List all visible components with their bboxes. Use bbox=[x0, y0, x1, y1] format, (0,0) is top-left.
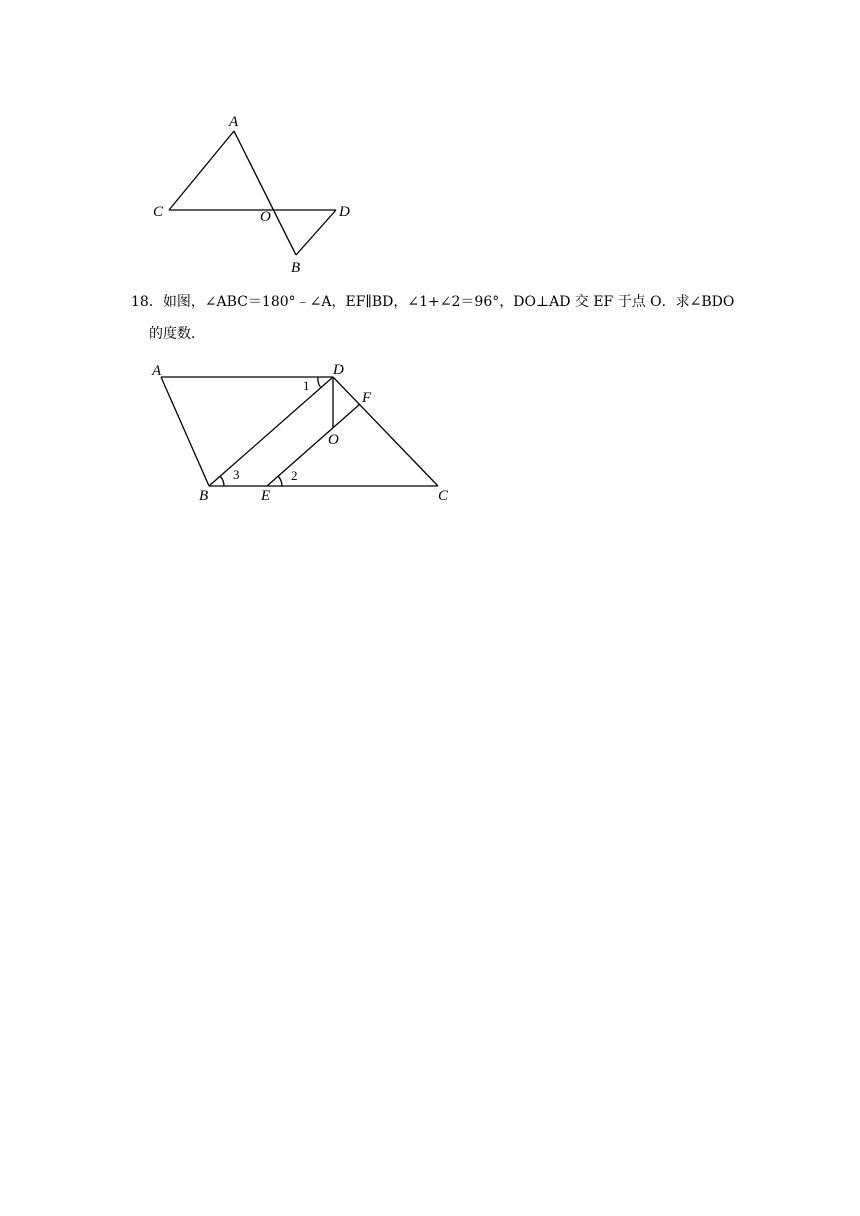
label-a: A bbox=[229, 114, 239, 130]
label-o: O bbox=[260, 209, 271, 225]
angle-label-2: 2 bbox=[291, 468, 298, 483]
label-d: D bbox=[339, 204, 350, 220]
segment-ca bbox=[169, 131, 234, 210]
label-c: C bbox=[153, 204, 164, 220]
label-b: B bbox=[199, 488, 209, 504]
label-o: O bbox=[328, 432, 339, 448]
label-c: C bbox=[438, 488, 449, 504]
segment-bd bbox=[209, 377, 333, 486]
segment-bd bbox=[296, 210, 336, 255]
segment-dc bbox=[333, 377, 438, 486]
figure-quadrilateral-abcd bbox=[140, 355, 470, 515]
label-b: B bbox=[291, 260, 301, 276]
problem-18-line2: 的度数． bbox=[149, 326, 205, 342]
figure-triangles-aocd bbox=[140, 105, 370, 285]
angle-label-3: 3 bbox=[233, 467, 240, 482]
problem-18 bbox=[131, 292, 771, 344]
label-e: E bbox=[261, 488, 271, 504]
label-f: F bbox=[362, 390, 372, 406]
angle-label-1: 1 bbox=[303, 378, 310, 393]
angle-arc-1 bbox=[318, 377, 321, 388]
angle-arc-2 bbox=[278, 476, 282, 486]
problem-18-line1 bbox=[131, 292, 771, 312]
problem-statement: 如图，∠ABC＝180°﹣∠A，EF∥BD，∠1+∠2＝96°，DO⊥AD 交 EF 于点 O．求∠BDO bbox=[162, 294, 735, 310]
label-d: D bbox=[333, 362, 344, 378]
segment-ab bbox=[234, 131, 296, 255]
label-a: A bbox=[152, 363, 162, 379]
problem-number: 18． bbox=[131, 294, 163, 310]
segment-ab bbox=[161, 377, 209, 486]
segment-ef bbox=[267, 404, 360, 486]
angle-arc-3 bbox=[220, 476, 224, 486]
